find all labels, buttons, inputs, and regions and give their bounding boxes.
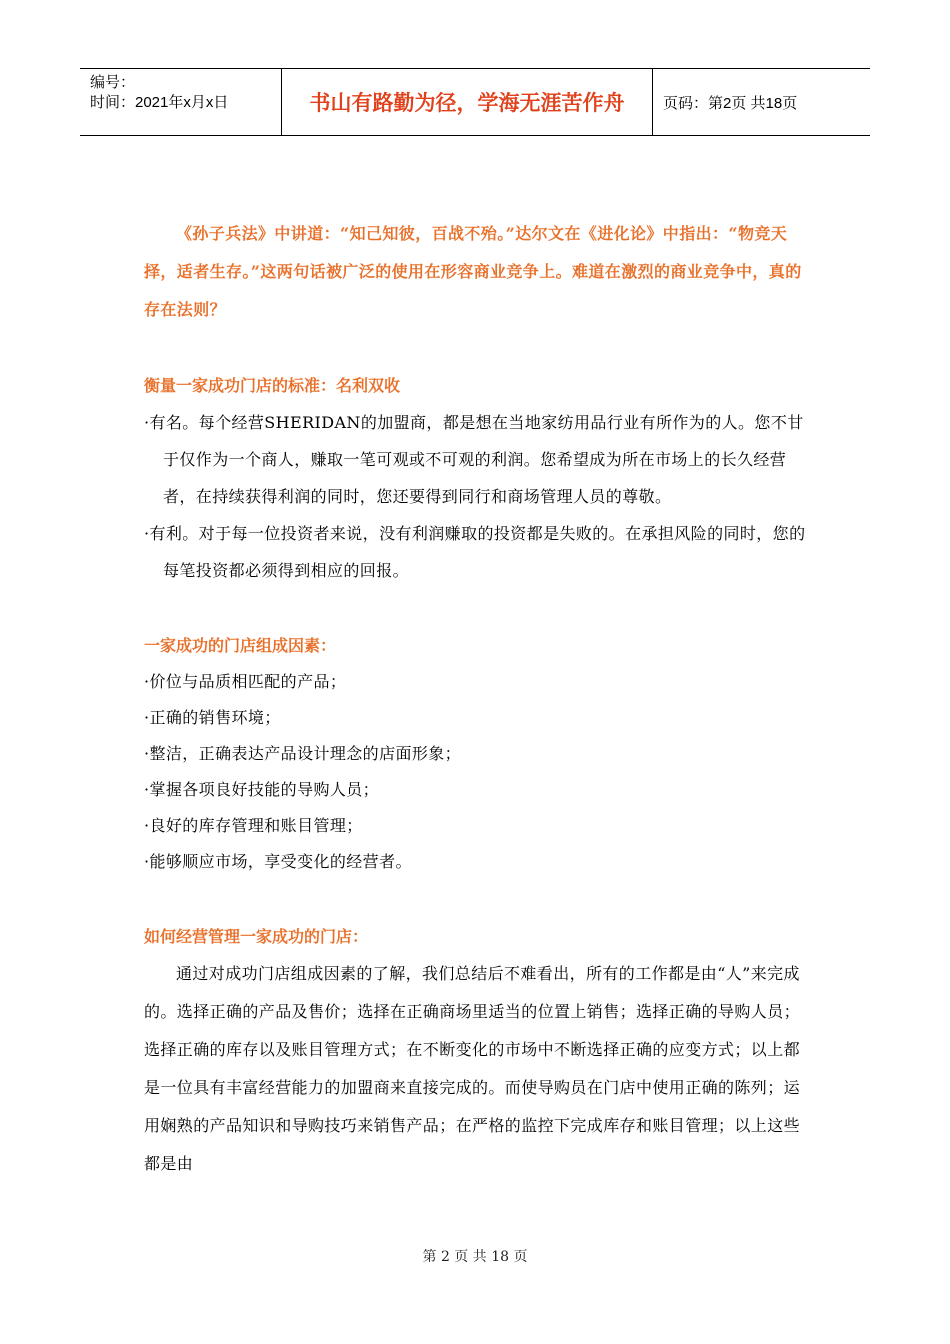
page-footer: 第 2 页 共 18 页 — [422, 1249, 528, 1265]
header-motto: 书山有路勤为径，学海无涯苦作舟 — [281, 69, 653, 135]
section3-body: 通过对成功门店组成因素的了解，我们总结后不难看出，所有的工作都是由“人”来完成的。选择正确的产品及售价；选择在正确商场里适当的位置上销售；选择正确的导购人员；选择正确的库存以及账目管理方式；在不断变化的市场中不断选择正确的应变方式；以上都是一位具有丰富经营能力的加盟商来直接完成的。而使导购员在门店中使用正确的陈列；运用娴熟的产品知识和导购技巧来销售产品；在严格的监控下完成库存和账目管理；以上这些都是由 — [144, 964, 801, 1173]
date-label: 时间：2021年x月x日 — [90, 94, 229, 111]
factor-item: ·价位与品质相匹配的产品； — [144, 672, 347, 691]
section3-heading: 如何经营管理一家成功的门店： — [144, 927, 369, 946]
factor-item: ·掌握各项良好技能的导购人员； — [144, 780, 380, 799]
factor-item: ·整洁，正确表达产品设计理念的店面形象； — [144, 744, 462, 763]
section1-heading: 衡量一家成功门店的标准：名利双收 — [144, 376, 401, 395]
factor-item: ·良好的库存管理和账目管理； — [144, 816, 363, 835]
header-meta — [80, 69, 281, 135]
section1-bullet: ·有利。对于每一位投资者来说，没有利润赚取的投资都是失败的。在承担风险的同时，您的每笔投资都必须得到相应的回报。 — [144, 524, 806, 580]
factor-item: ·正确的销售环境； — [144, 708, 281, 727]
section1-bullet: ·有名。每个经营SHERIDAN的加盟商，都是想在当地家纺用品行业有所作为的人。您不甘于仅作为一个商人，赚取一笔可观或不可观的利润。您希望成为所在市场上的长久经营者，在持续获得利润的同时，您还要得到同行和商场管理人员的尊敬。 — [144, 413, 804, 506]
number-label: 编号： — [90, 74, 136, 91]
intro-paragraph: 《孙子兵法》中讲道：“知己知彼，百战不殆。”达尔文在《进化论》中指出：“物竞天择，适者生存。”这两句话被广泛的使用在形容商业竞争上。难道在激烈的商业竞争中，真的存在法则？ — [144, 224, 802, 319]
factor-item: ·能够顺应市场，享受变化的经营者。 — [144, 852, 412, 871]
section2-heading: 一家成功的门店组成因素： — [144, 636, 337, 655]
document-body — [144, 215, 810, 1183]
page-header — [80, 68, 870, 136]
header-page-info: 页码：第2页 共18页 — [663, 94, 798, 112]
